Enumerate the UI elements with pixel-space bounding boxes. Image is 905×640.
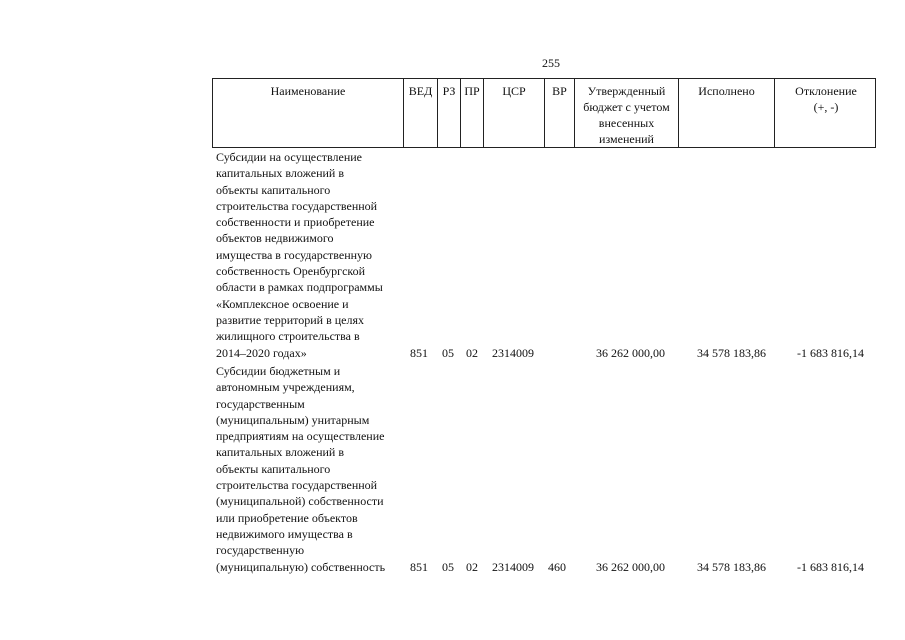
cell-budget: 36 262 000,00 — [596, 346, 665, 360]
header-csr: ЦСР — [483, 79, 544, 147]
page-number: 255 — [542, 56, 560, 70]
name-line: (муниципальным) унитарным — [216, 412, 370, 427]
name-line: объектов недвижимого — [216, 231, 334, 246]
header-budget-line: бюджет с учетом — [583, 100, 670, 114]
header-executed: Исполнено — [678, 79, 774, 147]
cell-pr: 02 — [466, 560, 478, 574]
table-row-name — [216, 149, 383, 361]
name-line: 2014–2020 годах» — [216, 345, 307, 360]
cell-csr: 2314009 — [492, 346, 534, 360]
cell-deviation: -1 683 816,14 — [797, 560, 864, 574]
name-line: Субсидии бюджетным и — [216, 364, 341, 378]
name-line: жилищного строительства в — [216, 329, 360, 344]
cell-vr: 460 — [548, 560, 566, 574]
header-deviation — [774, 79, 877, 147]
cell-ved: 851 — [410, 346, 428, 360]
name-line: строительства государственной — [216, 478, 378, 493]
cell-budget: 36 262 000,00 — [596, 560, 665, 574]
header-budget-line: внесенных — [598, 116, 655, 130]
name-line: объекты капитального — [216, 461, 331, 476]
cell-rz: 05 — [442, 560, 454, 574]
name-line: (муниципальную) собственность — [216, 559, 386, 574]
header-budget — [574, 79, 678, 147]
name-line: «Комплексное освоение и — [216, 296, 349, 311]
header-vr: ВР — [544, 79, 574, 147]
cell-executed: 34 578 183,86 — [697, 560, 766, 574]
name-line: имущества в государственную — [216, 247, 373, 262]
name-line: Субсидии на осуществление — [216, 150, 362, 164]
name-line: строительства государственной — [216, 198, 378, 213]
header-ved: ВЕД — [403, 79, 437, 147]
table-header — [212, 78, 876, 148]
name-line: собственности и приобретение — [216, 215, 375, 230]
name-line: собственность Оренбургской — [216, 264, 366, 279]
name-line: объекты капитального — [216, 182, 331, 197]
cell-pr: 02 — [466, 346, 478, 360]
header-budget-line: изменений — [599, 132, 654, 146]
name-line: автономным учреждениям, — [216, 380, 355, 395]
name-line: недвижимого имущества в — [216, 526, 353, 541]
header-rz: РЗ — [437, 79, 460, 147]
cell-executed: 34 578 183,86 — [697, 346, 766, 360]
name-line: капитальных вложений в — [216, 166, 345, 181]
cell-deviation: -1 683 816,14 — [797, 346, 864, 360]
header-name: Наименование — [270, 84, 346, 98]
name-line: предприятиям на осуществление — [216, 429, 385, 444]
name-line: области в рамках подпрограммы — [216, 280, 383, 295]
cell-rz: 05 — [442, 346, 454, 360]
name-line: (муниципальной) собственности — [216, 494, 384, 509]
header-deviation-line: Отклонение — [795, 84, 857, 98]
table-row-name — [216, 363, 385, 575]
name-line: или приобретение объектов — [216, 510, 358, 525]
header-deviation-line: (+, -) — [813, 100, 839, 114]
name-line: государственным — [216, 396, 305, 411]
header-pr: ПР — [460, 79, 483, 147]
cell-ved: 851 — [410, 560, 428, 574]
name-line: государственную — [216, 543, 305, 558]
header-budget-line: Утвержденный — [587, 84, 666, 98]
name-line: капитальных вложений в — [216, 445, 345, 460]
name-line: развитие территорий в целях — [216, 312, 364, 327]
cell-csr: 2314009 — [492, 560, 534, 574]
